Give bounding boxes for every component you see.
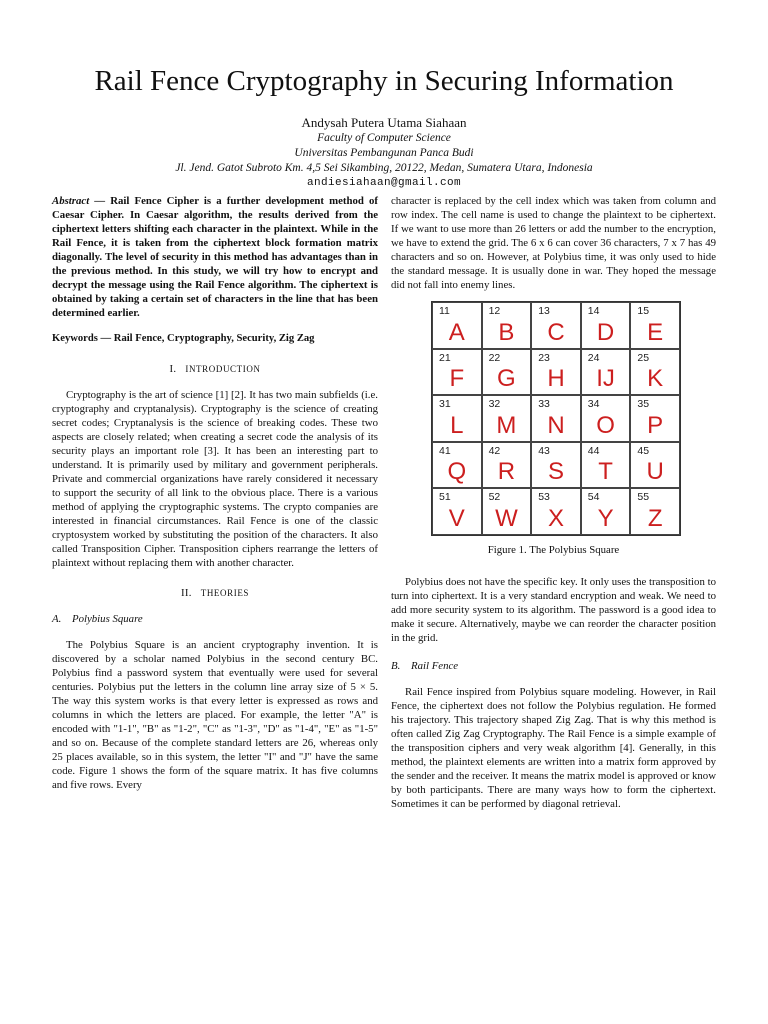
cell-letter: Y [597, 504, 614, 532]
cell-code: 54 [587, 491, 600, 504]
keywords: Keywords — Rail Fence, Cryptography, Security, Zig Zag [52, 333, 315, 344]
cell-code: 42 [488, 444, 501, 457]
polybius-cell [581, 395, 631, 442]
cell-code: 35 [637, 398, 650, 411]
polybius-paragraph-continued: character is replaced by the cell index which was taken from column and row index. The cell name is used to change the plaintext to be ciphertext. If we want to use more than 26 letters or add the number to the encryption, we have to extend the grid. The 6 x 6 can cover 36 characters, 7 x 7 has 49 characters and so on. However, at Polybius time, it was only used to hide the standard message. It is usually done in war. They hoped the message did not fall into enemy lines. [391, 195, 716, 291]
polybius-cell [630, 349, 680, 396]
section-number: II. [180, 587, 192, 599]
author-block [0, 115, 768, 191]
cell-code: 31 [439, 398, 451, 411]
cell-letter: R [497, 458, 516, 486]
cell-code: 15 [637, 305, 650, 317]
right-column [391, 194, 716, 811]
subsection-heading-polybius [52, 612, 378, 626]
section-heading-theories [52, 586, 378, 600]
polybius-cell [432, 302, 482, 349]
author-university: Universitas Pembangunan Panca Budi [294, 147, 474, 159]
polybius-cell [531, 488, 581, 535]
subsection-heading-rail-fence [391, 659, 716, 673]
polybius-cell [531, 442, 581, 489]
polybius-cell [482, 302, 532, 349]
cell-letter: M [496, 411, 517, 439]
author-faculty: Faculty of Computer Science [317, 132, 451, 144]
subsection-number: A. [52, 613, 62, 625]
cell-code: 14 [587, 305, 600, 317]
cell-code: 45 [637, 444, 650, 457]
polybius-cell [432, 395, 482, 442]
polybius-cell [531, 349, 581, 396]
cell-code: 53 [538, 491, 550, 504]
subsection-number: B. [391, 660, 401, 672]
cell-code: 43 [538, 444, 550, 457]
cell-code: 22 [488, 351, 501, 364]
cell-code: 33 [538, 398, 550, 411]
cell-code: 41 [439, 444, 451, 457]
polybius-after-paragraph: Polybius does not have the specific key. It only uses the transposition to turn into ciphertext. It is a very standard encryption and weak. We need to add more security system to its algorithm. The password is a good idea to make it secure. Alternatively, maybe we can reorder the character position in the grid. [391, 576, 716, 644]
cell-code: 13 [538, 305, 550, 317]
author-name: Andysah Putera Utama Siahaan [301, 115, 467, 130]
cell-letter: K [647, 365, 664, 393]
subsection-title: Rail Fence [411, 660, 459, 672]
polybius-cell [630, 395, 680, 442]
polybius-cell [630, 488, 680, 535]
polybius-cell [581, 349, 631, 396]
polybius-cell [432, 442, 482, 489]
section-title: INTRODUCTION [185, 364, 261, 374]
cell-code: 21 [439, 351, 451, 364]
figure-caption: Figure 1. The Polybius Square [487, 544, 620, 556]
cell-letter: N [547, 411, 565, 439]
subsection-title: Polybius Square [72, 613, 143, 625]
rail-fence-paragraph: Rail Fence inspired from Polybius square modeling. However, in Rail Fence, the ciphertext does not follow the Polybius regulation. He formed his trajectory. This trajectory shaped Zig Zag. That is why this method is often called Zig Zag Cryptography. The Rail Fence is a simple example of the transposition ciphers and very weak algorithm [4]. Generally, in this method, the plaintext elements are written into a matrix form approved by the sender and the receiver. It means the matrix model is approved or know by both participants. There are many ways how to form the ciphertext. Sometimes it can be performed by diagonal retrieval. [391, 686, 716, 810]
cell-letter: W [495, 504, 518, 532]
cell-letter: E [647, 318, 664, 346]
section-title: THEORIES [200, 588, 250, 598]
cell-code: 34 [587, 398, 600, 411]
cell-letter: P [647, 411, 664, 439]
left-column [52, 194, 378, 792]
polybius-cell [432, 488, 482, 535]
polybius-cell [531, 302, 581, 349]
section-number: I. [169, 363, 177, 375]
cell-code: 55 [637, 491, 650, 504]
cell-letter: V [448, 504, 465, 532]
polybius-square-figure [431, 301, 681, 536]
polybius-paragraph: The Polybius Square is an ancient cryptography invention. It is discovered by a scholar named Polybius in the second century BC. Polybius find a password system that eventually were used for several centuries. Polybius put the letters in the column line array size of 5 × 5. The way this system works is that every letter is expressed as rows and columns in which the letters are placed. For example, the letter "A" is encoded with "1-1", "B" as "1-2", "C" as "1-3", "D" as "1-4", "E" as "1-5" and so on. Because of the complete standard letters are 26, whereas only 25 places available, so in this system, the letter "I" and "J" have the same code. Figure 1 shows the form of the square matrix. It has five columns and five rows. Every [52, 639, 378, 791]
author-address: Jl. Jend. Gatot Subroto Km. 4,5 Sei Sikambing, 20122, Medan, Sumatera Utara, Indonesia [175, 162, 593, 174]
polybius-cell [432, 349, 482, 396]
cell-letter: D [596, 318, 615, 346]
abstract-label: Abstract [52, 195, 90, 207]
introduction-paragraph: Cryptography is the art of science [1] [2]. It has two main subfields (i.e. cryptography and cryptanalysis). Cryptography is the science of creating secret codes; Cryptanalysis is the science of breaking codes. These two aspects are closely related; when creating a secret code the analysis of its security plays an important role [3]. It has been an interesting part to understand. It is primarily used by military and government peripherals. Private and commercial organizations have rarely considered it necessary to support the security of all link to the obvious place. There is a various method of applying the cryptographic systems. The crypto companies are interested in financial circumstances. Rail Fence is one of the classic cryptosystem worked by substituting the position of the characters. It also called Transposition Cipher. Transposition ciphers rearrange the letters of plaintext without replacing them with another character. [52, 389, 378, 569]
section-heading-introduction [52, 362, 378, 376]
cell-letter: H [547, 365, 565, 393]
cell-letter: T [598, 458, 613, 486]
cell-code: 44 [587, 444, 600, 457]
cell-letter: G [497, 365, 516, 393]
cell-letter: A [448, 318, 465, 346]
cell-letter: L [450, 411, 464, 439]
cell-letter: C [547, 318, 565, 346]
polybius-cell [581, 302, 631, 349]
cell-letter: B [498, 318, 515, 346]
author-email: andiesiahaan@gmail.com [306, 177, 462, 189]
cell-code: 52 [488, 491, 501, 504]
cell-letter: S [547, 458, 564, 486]
cell-letter: F [449, 365, 465, 393]
cell-letter: IJ [596, 365, 615, 393]
abstract-text: — Rail Fence Cipher is a further development method of Caesar Cipher. In Caesar algorithm, the results derived from the ciphertext letters shifting each character in the plaintext. While in the Rail Fence, it is taken from the ciphertext block formation matrix diagonally. The level of security in this method has advantages than in the previous method. In this study, we will try how to encrypt and decrypt the message using the Rail Fence algorithm. The ciphertext is obtained by taking a certain set of characters in the line that has been determined earlier. [52, 195, 378, 319]
cell-letter: U [646, 458, 664, 486]
cell-letter: X [547, 504, 564, 532]
polybius-cell [630, 442, 680, 489]
polybius-cell [482, 442, 532, 489]
cell-code: 23 [538, 351, 550, 364]
cell-letter: O [596, 411, 615, 439]
cell-code: 32 [488, 398, 501, 411]
polybius-cell [581, 488, 631, 535]
polybius-cell [482, 349, 532, 396]
cell-code: 25 [637, 351, 650, 364]
cell-code: 51 [439, 491, 451, 504]
polybius-cell [482, 488, 532, 535]
polybius-cell [482, 395, 532, 442]
polybius-cell [531, 395, 581, 442]
cell-code: 11 [439, 305, 450, 317]
cell-letter: Z [647, 504, 663, 532]
cell-code: 12 [488, 305, 501, 317]
polybius-cell [630, 302, 680, 349]
polybius-cell [581, 442, 631, 489]
cell-letter: Q [447, 458, 467, 486]
cell-code: 24 [587, 351, 600, 364]
abstract [52, 194, 378, 320]
paper-title: Rail Fence Cryptography in Securing Information [94, 65, 674, 97]
